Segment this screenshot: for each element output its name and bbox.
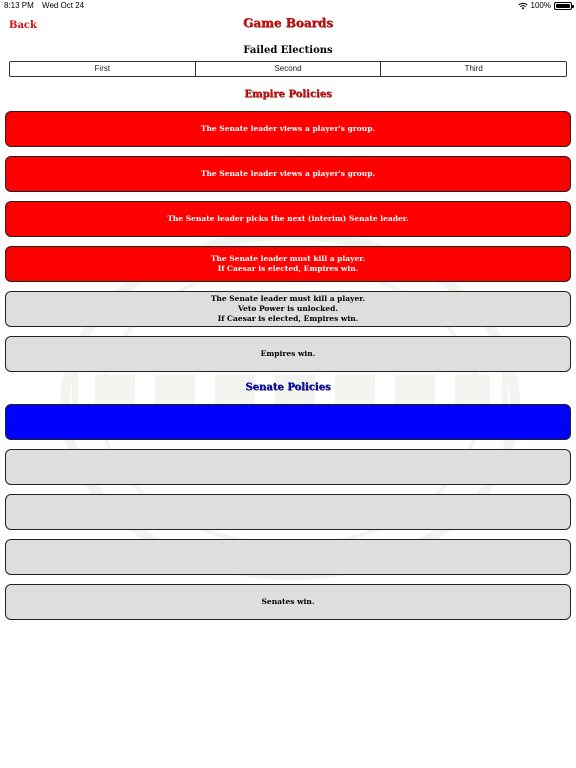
senate-policy-card-4[interactable] [5, 539, 571, 575]
battery-percent: 100% [530, 1, 551, 10]
empire-policy-card-6[interactable] [5, 336, 571, 372]
empire-policy-card-1[interactable] [5, 111, 571, 147]
senate-policy-card-3[interactable] [5, 494, 571, 530]
page-title: Game Boards [243, 16, 333, 30]
empire-policy-card-4[interactable] [5, 246, 571, 282]
senate-policy-card-5[interactable] [5, 584, 571, 620]
empire-policy-card-2[interactable] [5, 156, 571, 192]
empire-policy-text: The Senate leader must kill a player. Veto Power is unlocked. If Caesar is elected, Empires win. [210, 294, 366, 323]
empire-policy-text: The Senate leader picks the next (interim) Senate leader. [167, 214, 409, 223]
empire-policy-card-5[interactable] [5, 291, 571, 327]
empire-policy-text: The Senate leader must kill a player. If Caesar is elected, Empires win. [210, 254, 366, 273]
status-right [518, 1, 572, 10]
empire-policy-text: Empires win. [260, 349, 316, 358]
segment-third[interactable]: Third [381, 62, 566, 76]
status-date: Wed Oct 24 [42, 1, 85, 10]
senate-policy-text: Senates win. [261, 597, 315, 606]
senate-policies-heading: Senate Policies [245, 382, 331, 393]
battery-icon [554, 2, 572, 10]
senate-policy-card-2[interactable] [5, 449, 571, 485]
status-time: 8:13 PM [4, 1, 34, 10]
failed-elections-segmented-control [9, 61, 567, 77]
empire-policies-heading: Empire Policies [244, 89, 332, 100]
segment-second[interactable]: Second [196, 62, 382, 76]
senate-policy-card-1[interactable] [5, 404, 571, 440]
empire-policy-text: The Senate leader views a player's group. [200, 169, 376, 178]
segment-first[interactable]: First [10, 62, 196, 76]
empire-policy-text: The Senate leader views a player's group. [200, 124, 376, 133]
failed-elections-heading: Failed Elections [243, 45, 333, 56]
empire-policy-card-3[interactable] [5, 201, 571, 237]
status-bar [0, 0, 576, 12]
wifi-icon [518, 2, 528, 10]
status-left [4, 1, 90, 10]
back-button[interactable]: Back [9, 20, 37, 31]
